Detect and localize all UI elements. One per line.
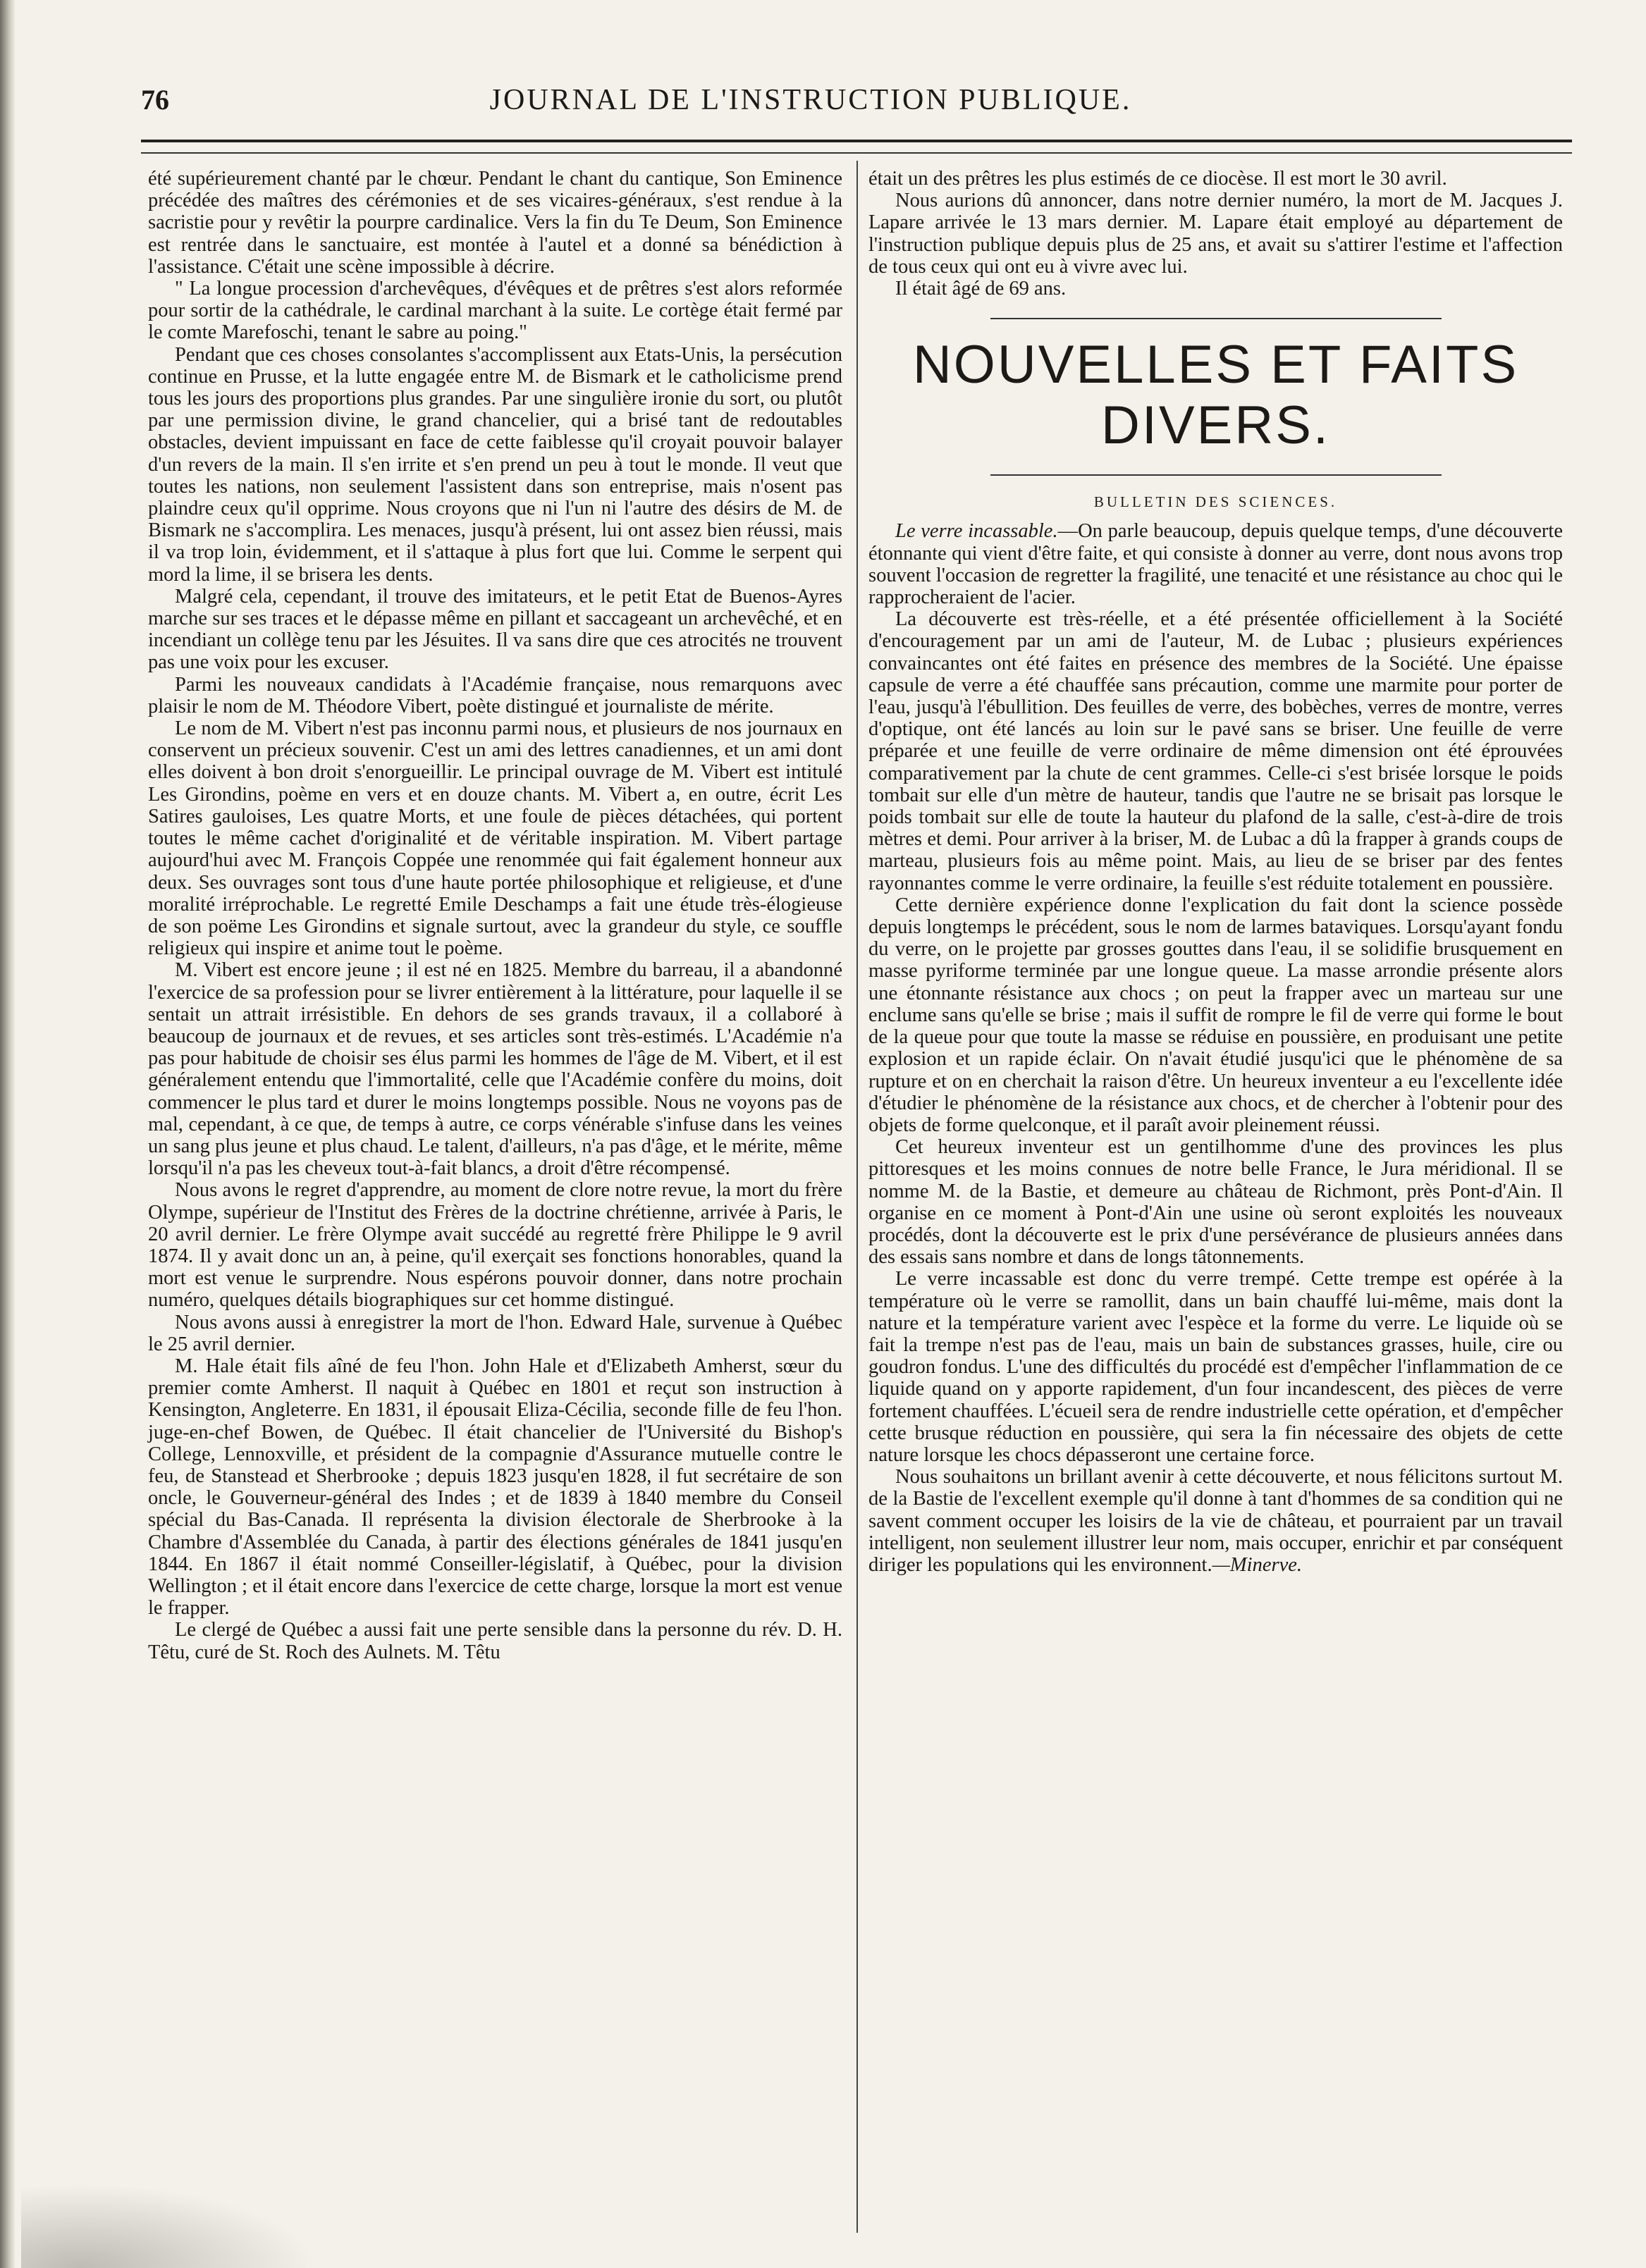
article-paragraph bbox=[868, 520, 1563, 608]
paragraph: était un des prêtres les plus estimés de ce diocèse. Il est mort le 30 avril. bbox=[868, 168, 1447, 190]
right-column bbox=[868, 168, 1563, 1576]
paragraph: Nous avons le regret d'apprendre, au moment de clore notre revue, la mort du frère Olympe, supérieur de l'Institut des Frères de la doctrine chrétienne, arrivée à Paris, le 20 avril dernier. Le frère Olympe avait succédé au regretté frère Philippe le 9 avril 1874. Il y avait donc un an, à peine, qu'il exerçait ses fonctions honorables, quand la mort est venue le surprendre. Nous espérons pouvoir donner, dans notre prochain numéro, quelques détails biographiques sur cet homme distingué. bbox=[148, 1179, 842, 1312]
column-divider bbox=[856, 161, 858, 2233]
scan-edge-shadow bbox=[0, 0, 16, 2268]
source-signature: —Minerve. bbox=[1212, 1553, 1302, 1576]
paragraph: Nous aurions dû annoncer, dans notre dernier numéro, la mort de M. Jacques J. Lapare arrivée le 13 mars dernier. M. Lapare était employé au département de l'instruction publique depuis plus de 25 ans, et avait su s'attirer l'estime et l'affection de tous ceux qui ont eu à vivre avec lui. bbox=[868, 190, 1563, 278]
header-rule bbox=[141, 140, 1572, 154]
paragraph: Le clergé de Québec a aussi fait une perte sensible dans la personne du rév. D. H. Têtu, curé de St. Roch des Aulnets. M. Têtu bbox=[148, 1619, 842, 1663]
subsection-title: BULLETIN DES SCIENCES. bbox=[1093, 493, 1338, 511]
paragraph: Malgré cela, cependant, il trouve des imitateurs, et le petit Etat de Buenos-Ayres marche sur ses traces et le dépasse même en pillant et saccageant un archevêché, et en incendiant un collège tenu par les Jésuites. Il va sans dire que ces atrocités ne trouvent pas une voix pour les excuser. bbox=[148, 585, 842, 674]
running-title: JOURNAL DE L'INSTRUCTION PUBLIQUE. bbox=[489, 84, 1132, 116]
paragraph: Pendant que ces choses consolantes s'accomplissent aux Etats-Unis, la persécution continue en Prusse, et la lutte engagée entre M. de Bismark et le catholicisme prend tous les jours des proportions plus grandes. Par une singulière ironie du sort, ou plutôt par une permission divine, le grand chancelier, qui a brisé tant de redoutables obstacles, devient impuissant en face de cette faiblesse qu'il croyait pouvoir balayer d'un revers de la main. Il s'en irrite et s'en prend un peu à tout le monde. Il veut que toutes les nations, non seulement l'assistent dans son entreprise, mais n'osent pas plaindre ceux qu'il opprime. Nous croyons que ni l'un ni l'autre des désirs de M. de Bismark ne s'accomplira. Les menaces, jusqu'à présent, lui ont assez bien réussi, mais il va trop loin, évidemment, et il s'attaque à plus fort que lui. Comme le serpent qui mord la lime, il se brisera les dents. bbox=[148, 343, 842, 586]
paragraph: M. Vibert est encore jeune ; il est né en 1825. Membre du barreau, il a abandonné l'exercice de sa profession pour se livrer entièrement à la littérature, pour laquelle il se sentait un attrait irrésistible. En dehors de ses grands travaux, il a collaboré à beaucoup de journaux et de revues, et ses articles sont très-estimés. L'Académie n'a pas pour habitude de choisir ses élus parmi les hommes de l'âge de M. Vibert, et il est généralement entendu que l'immortalité, celle que l'Académie confère du moins, doit commencer le plus tard et durer le moins longtemps possible. Nous ne voyons pas de mal, cependant, à ce que, de temps à autre, ce corps vénérable s'infuse dans les veines un sang plus jeune et plus chaud. Le talent, d'ailleurs, n'a pas d'âge, et le mérite, même lorsqu'il n'a pas les cheveux tout-à-fait blancs, a droit d'être récompensé. bbox=[148, 959, 842, 1180]
left-column bbox=[148, 168, 842, 1663]
paragraph: Le nom de M. Vibert n'est pas inconnu parmi nous, et plusieurs de nos journaux en conservent un précieux souvenir. C'est un ami des lettres canadiennes, et un ami dont elles doivent à bon droit s'enorgueillir. Le principal ouvrage de M. Vibert est intitulé Les Girondins, poème en vers et en douze chants. M. Vibert a, en outre, écrit Les Satires gauloises, Les quatre Morts, et une foule de pièces détachées, qui portent toutes le même cachet d'originalité et de véritable inspiration. M. Vibert partage aujourd'hui avec M. François Coppée une renommée qui fait également honneur aux deux. Ses ouvrages sont tous d'une haute portée philosophique et religieuse, et d'une moralité irréprochable. Le regretté Emile Deschamps a fait une étude très-élogieuse de son poëme Les Girondins et signale surtout, avec la grandeur du style, ce souffle religieux qui inspire et anime tout le poème. bbox=[148, 717, 842, 960]
article-title: Le verre incassable. bbox=[895, 520, 1058, 543]
paragraph: M. Hale était fils aîné de feu l'hon. John Hale et d'Elizabeth Amherst, sœur du premier comte Amherst. Il naquit à Québec en 1801 et reçut son instruction à Kensington, Angleterre. En 1831, il épousait Eliza-Cécilia, seconde fille de feu l'hon. juge-en-chef Bowen, de Québec. Il était chancelier de l'Université du Bishop's College, Lennoxville, et président de la compagnie d'Assurance mutuelle contre le feu, de Stanstead et Sherbrooke ; depuis 1823 jusqu'en 1828, il fut secrétaire de son oncle, le Gouverneur-général des Indes ; et de 1839 à 1840 membre du Conseil spécial du Bas-Canada. Il représenta la division électorale de Sherbrooke à la Chambre d'Assemblée du Canada, à partir des élections générales de 1841 jusqu'en 1844. En 1867 il était nommé Conseiller-législatif, à Québec, pour la division Wellington ; et il était encore dans l'exercice de cette charge, lorsque la mort est venue le frapper. bbox=[148, 1355, 842, 1620]
section-rule bbox=[990, 474, 1442, 476]
paragraph: Parmi les nouveaux candidats à l'Académie française, nous remarquons avec plaisir le nom de M. Théodore Vibert, poète distingué et journaliste de mérite. bbox=[148, 673, 842, 717]
scan-smudge bbox=[21, 2183, 317, 2268]
paragraph: Nous avons aussi à enregistrer la mort de l'hon. Edward Hale, survenue à Québec le 25 avril dernier. bbox=[148, 1311, 842, 1355]
page-number: 76 bbox=[141, 84, 169, 116]
paragraph: Le verre incassable est donc du verre trempé. Cette trempe est opérée à la température où le verre se ramollit, dans un bain chauffé lui-même, mais dont la nature et la température varient avec l'espèce et la forme du verre. Le liquide où se fait la trempe n'est pas de l'eau, mais un bain de substances grasses, huile, cire ou goudron fondus. L'une des difficultés du procédé est d'empêcher l'inflammation de ce liquide quand on y apporte rapidement, d'un four incandescent, des pièces de verre fortement chauffées. L'écueil sera de rendre industrielle cette opération, et d'empêcher cette brusque réduction en poussière, qui sera la fin nécessaire des objets de cette nature lorsque les chocs dépasseront une certaine force. bbox=[868, 1268, 1563, 1466]
paragraph: La découverte est très-réelle, et a été présentée officiellement à la Société d'encouragement par un ami de l'auteur, M. de Lubac ; plusieurs expériences convaincantes ont été faites en présence des membres de la Société. Une épaisse capsule de verre a été chauffée sans précaution, comme une marmite pour porter de l'eau, jusqu'à l'ébullition. Des feuilles de verre, des bobèches, verres de montre, verres d'optique, ont été lancés au loin sur le pavé sans se briser. Une feuille de verre préparée et une feuille de verre ordinaire de même dimension ont été éprouvées comparativement par la chute de cent grammes. Celle-ci s'est brisée lorsque le poids tombait sur elle d'un mètre de hauteur, tandis que l'autre ne se brisait pas lorsque le poids tombait sur elle de toute la hauteur du plafond de la salle, c'est-à-dire de trois mètres et demi. Pour arriver à la briser, M. de Lubac a dû la frapper à grands coups de marteau, plusieurs fois au même point. Mais, au lieu de se briser par des fentes rayonnantes comme le verre ordinaire, la feuille s'est réduite totalement en poussière. bbox=[868, 608, 1563, 894]
section-title: NOUVELLES ET FAITS DIVERS. bbox=[912, 335, 1519, 456]
section-rule bbox=[990, 318, 1442, 319]
quoted-paragraph: " La longue procession d'archevêques, d'évêques et de prêtres s'est alors reformée pour sortir de la cathédrale, le cardinal marchant à la suite. Le cortège était fermé par le comte Marefoschi, tenant le sabre au poing." bbox=[148, 278, 842, 344]
paragraph: Cet heureux inventeur est un gentilhomme d'une des provinces les plus pittoresques et les moins connues de notre belle France, le Jura méridional. Il se nomme M. de la Bastie, et demeure au château de Richmont, près Pont-d'Ain. Il organise en ce moment à Pont-d'Ain une usine où seront exploités les nouveaux procédés, dont la découverte est le prix d'une persévérance de plusieurs années dans des essais sans nombre et dans de longs tâtonnements. bbox=[868, 1136, 1563, 1269]
article-text: —On parle beaucoup, depuis quelque temps, d'une découverte étonnante qui vient d'être faite, et qui consiste à donner au verre, dont nous avons trop souvent l'occasion de regretter la fragilité, une tenacité et une résistance au choc qui le rapprocheraient de l'acier. bbox=[868, 520, 1563, 609]
page-header bbox=[141, 83, 1480, 125]
closing-text: Nous souhaitons un brillant avenir à cette découverte, et nous félicitons surtout M. de la Bastie de l'excellent exemple qu'il donne à tant d'hommes de sa condition qui ne savent comment occuper les loisirs de la vie de château, et pourraient par un travail intelligent, non seulement illustrer leur nom, mais occuper, enrichir et par conséquent diriger les populations qui les environnent. bbox=[868, 1466, 1563, 1576]
paragraph bbox=[868, 1466, 1563, 1576]
paragraph: été supérieurement chanté par le chœur. Pendant le chant du cantique, Son Eminence précédée des maîtres des cérémonies et de ses vicaires-généraux, s'est rendue à la sacristie pour y revêtir la pourpre cardinalice. Vers la fin du Te Deum, Son Eminence est rentrée dans le sanctuaire, est montée à l'autel et a donné sa bénédiction à l'assistance. C'était une scène impossible à décrire. bbox=[148, 168, 842, 278]
paragraph: Il était âgé de 69 ans. bbox=[895, 278, 1067, 300]
paragraph: Cette dernière expérience donne l'explication du fait dont la science possède depuis longtemps le précédent, sous le nom de larmes bataviques. Lorsqu'ayant fondu du verre, on le projette par grosses gouttes dans l'eau, il se solidifie brusquement en masse pyriforme terminée par une longue queue. La masse arrondie présente alors une étonnante résistance aux chocs ; on peut la frapper avec un marteau sur une enclume sans qu'elle se brise ; mais il suffit de rompre le fil de verre qui forme le bout de la queue pour que toute la masse se réduise en poussière, en produisant une petite explosion et un rapide éclair. On n'avait étudié jusqu'ici que le phénomène de sa rupture et on en cherchait la raison d'être. Un heureux inventeur a eu l'excellente idée d'étudier le phénomène de la résistance aux chocs, et de chercher à l'obtenir pour des objets de forme quelconque, et il paraît avoir pleinement réussi. bbox=[868, 894, 1563, 1136]
